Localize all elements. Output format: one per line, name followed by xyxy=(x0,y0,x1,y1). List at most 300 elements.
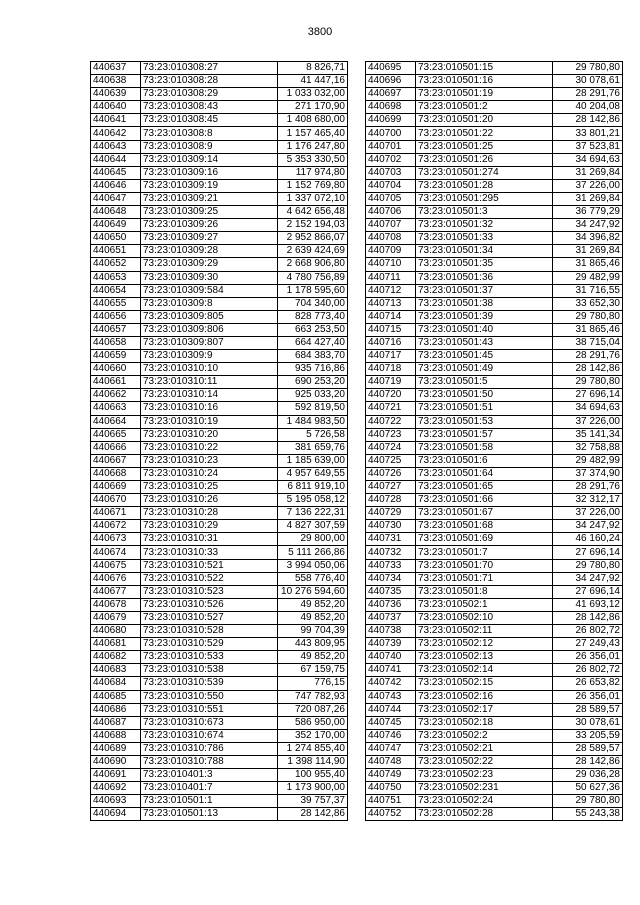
value-cell: 34 247,92 xyxy=(553,520,623,533)
table-row xyxy=(91,716,348,729)
cadastral-number-cell: 73:23:010501:274 xyxy=(416,166,553,179)
cadastral-number-cell: 73:23:010309:8 xyxy=(141,297,278,310)
value-cell: 558 776,40 xyxy=(278,572,348,585)
value-cell: 1 033 032,00 xyxy=(278,88,348,101)
cadastral-number-cell: 73:23:010310:19 xyxy=(141,415,278,428)
value-cell: 747 782,93 xyxy=(278,690,348,703)
row-number-cell: 440699 xyxy=(366,114,416,127)
row-number-cell: 440659 xyxy=(91,350,141,363)
table-row xyxy=(366,350,623,363)
row-number-cell: 440678 xyxy=(91,598,141,611)
row-number-cell: 440642 xyxy=(91,127,141,140)
cadastral-number-cell: 73:23:010310:23 xyxy=(141,454,278,467)
row-number-cell: 440712 xyxy=(366,284,416,297)
value-cell: 925 033,20 xyxy=(278,389,348,402)
row-number-cell: 440685 xyxy=(91,690,141,703)
value-cell: 443 809,95 xyxy=(278,638,348,651)
row-number-cell: 440662 xyxy=(91,389,141,402)
row-number-cell: 440688 xyxy=(91,729,141,742)
row-number-cell: 440669 xyxy=(91,481,141,494)
table-row xyxy=(91,389,348,402)
table-row xyxy=(366,336,623,349)
cadastral-number-cell: 73:23:010502:23 xyxy=(416,769,553,782)
cadastral-number-cell: 73:23:010309:807 xyxy=(141,336,278,349)
row-number-cell: 440723 xyxy=(366,428,416,441)
table-row xyxy=(366,559,623,572)
value-cell: 29 780,80 xyxy=(553,795,623,808)
cadastral-number-cell: 73:23:010309:805 xyxy=(141,310,278,323)
row-number-cell: 440682 xyxy=(91,651,141,664)
value-cell: 27 696,14 xyxy=(553,546,623,559)
cadastral-number-cell: 73:23:010501:1 xyxy=(141,795,278,808)
table-row xyxy=(366,127,623,140)
cadastral-number-cell: 73:23:010501:8 xyxy=(416,585,553,598)
table-row xyxy=(366,62,623,75)
row-number-cell: 440749 xyxy=(366,769,416,782)
cadastral-number-cell: 73:23:010501:39 xyxy=(416,310,553,323)
cadastral-number-cell: 73:23:010501:68 xyxy=(416,520,553,533)
value-cell: 5 111 266,86 xyxy=(278,546,348,559)
table-row xyxy=(91,415,348,428)
cadastral-number-cell: 73:23:010310:551 xyxy=(141,703,278,716)
cadastral-number-cell: 73:23:010501:65 xyxy=(416,481,553,494)
row-number-cell: 440652 xyxy=(91,258,141,271)
row-number-cell: 440654 xyxy=(91,284,141,297)
row-number-cell: 440705 xyxy=(366,192,416,205)
value-cell: 28 291,76 xyxy=(553,88,623,101)
value-cell: 29 780,80 xyxy=(553,310,623,323)
row-number-cell: 440728 xyxy=(366,494,416,507)
table-row xyxy=(366,219,623,232)
table-row xyxy=(366,716,623,729)
row-number-cell: 440689 xyxy=(91,742,141,755)
table-row xyxy=(366,114,623,127)
table-row xyxy=(366,664,623,677)
value-cell: 1 176 247,80 xyxy=(278,140,348,153)
cadastral-number-cell: 73:23:010501:5 xyxy=(416,376,553,389)
cadastral-number-cell: 73:23:010501:20 xyxy=(416,114,553,127)
cadastral-number-cell: 73:23:010501:45 xyxy=(416,350,553,363)
value-cell: 2 152 194,03 xyxy=(278,219,348,232)
row-number-cell: 440645 xyxy=(91,166,141,179)
value-cell: 2 668 906,80 xyxy=(278,258,348,271)
row-number-cell: 440714 xyxy=(366,310,416,323)
cadastral-number-cell: 73:23:010310:786 xyxy=(141,742,278,755)
row-number-cell: 440671 xyxy=(91,507,141,520)
table-row xyxy=(366,467,623,480)
value-cell: 32 312,17 xyxy=(553,494,623,507)
value-cell: 1 152 769,80 xyxy=(278,179,348,192)
table-row xyxy=(366,284,623,297)
cadastral-number-cell: 73:23:010501:6 xyxy=(416,454,553,467)
cadastral-number-cell: 73:23:010501:16 xyxy=(416,75,553,88)
value-cell: 35 141,34 xyxy=(553,428,623,441)
row-number-cell: 440696 xyxy=(366,75,416,88)
row-number-cell: 440703 xyxy=(366,166,416,179)
row-number-cell: 440719 xyxy=(366,376,416,389)
cadastral-number-cell: 73:23:010310:673 xyxy=(141,716,278,729)
cadastral-number-cell: 73:23:010310:25 xyxy=(141,481,278,494)
row-number-cell: 440639 xyxy=(91,88,141,101)
row-number-cell: 440643 xyxy=(91,140,141,153)
table-row xyxy=(91,533,348,546)
cadastral-number-cell: 73:23:010310:33 xyxy=(141,546,278,559)
table-row xyxy=(366,546,623,559)
cadastral-number-cell: 73:23:010502:13 xyxy=(416,651,553,664)
table-row xyxy=(91,350,348,363)
row-number-cell: 440710 xyxy=(366,258,416,271)
row-number-cell: 440707 xyxy=(366,219,416,232)
row-number-cell: 440701 xyxy=(366,140,416,153)
table-row xyxy=(366,206,623,219)
value-cell: 586 950,00 xyxy=(278,716,348,729)
row-number-cell: 440716 xyxy=(366,336,416,349)
cadastral-number-cell: 73:23:010308:28 xyxy=(141,75,278,88)
row-number-cell: 440741 xyxy=(366,664,416,677)
table-row xyxy=(91,140,348,153)
value-cell: 26 356,01 xyxy=(553,690,623,703)
row-number-cell: 440651 xyxy=(91,245,141,258)
cadastral-number-cell: 73:23:010502:1 xyxy=(416,598,553,611)
value-cell: 663 253,50 xyxy=(278,323,348,336)
value-cell: 28 142,86 xyxy=(278,808,348,821)
value-cell: 28 589,57 xyxy=(553,742,623,755)
cadastral-number-cell: 73:23:010501:13 xyxy=(141,808,278,821)
cadastral-number-cell: 73:23:010310:26 xyxy=(141,494,278,507)
row-number-cell: 440704 xyxy=(366,179,416,192)
table-row xyxy=(91,101,348,114)
cadastral-number-cell: 73:23:010501:25 xyxy=(416,140,553,153)
table-row xyxy=(366,611,623,624)
value-cell: 4 957 649,55 xyxy=(278,467,348,480)
row-number-cell: 440663 xyxy=(91,402,141,415)
value-cell: 2 952 866,07 xyxy=(278,232,348,245)
table-row xyxy=(91,323,348,336)
value-cell: 31 865,46 xyxy=(553,323,623,336)
left-table xyxy=(90,61,348,821)
value-cell: 29 780,80 xyxy=(553,376,623,389)
value-cell: 32 758,88 xyxy=(553,441,623,454)
table-row xyxy=(366,795,623,808)
cadastral-number-cell: 73:23:010310:14 xyxy=(141,389,278,402)
table-row xyxy=(91,363,348,376)
value-cell: 37 523,81 xyxy=(553,140,623,153)
cadastral-number-cell: 73:23:010310:10 xyxy=(141,363,278,376)
value-cell: 33 801,21 xyxy=(553,127,623,140)
value-cell: 49 852,20 xyxy=(278,611,348,624)
value-cell: 37 226,00 xyxy=(553,415,623,428)
table-row xyxy=(366,533,623,546)
cadastral-number-cell: 73:23:010502:14 xyxy=(416,664,553,677)
cadastral-number-cell: 73:23:010501:36 xyxy=(416,271,553,284)
table-row xyxy=(91,651,348,664)
table-row xyxy=(91,153,348,166)
cadastral-number-cell: 73:23:010401:7 xyxy=(141,782,278,795)
row-number-cell: 440715 xyxy=(366,323,416,336)
cadastral-number-cell: 73:23:010310:523 xyxy=(141,585,278,598)
cadastral-number-cell: 73:23:010501:34 xyxy=(416,245,553,258)
row-number-cell: 440739 xyxy=(366,638,416,651)
row-number-cell: 440637 xyxy=(91,62,141,75)
value-cell: 28 142,86 xyxy=(553,611,623,624)
table-row xyxy=(366,415,623,428)
value-cell: 39 757,37 xyxy=(278,795,348,808)
row-number-cell: 440657 xyxy=(91,323,141,336)
cadastral-number-cell: 73:23:010502:21 xyxy=(416,742,553,755)
table-row xyxy=(91,336,348,349)
value-cell: 29 482,99 xyxy=(553,271,623,284)
value-cell: 28 142,86 xyxy=(553,363,623,376)
row-number-cell: 440720 xyxy=(366,389,416,402)
cadastral-number-cell: 73:23:010501:50 xyxy=(416,389,553,402)
table-row xyxy=(91,520,348,533)
row-number-cell: 440691 xyxy=(91,769,141,782)
table-row xyxy=(366,363,623,376)
value-cell: 26 802,72 xyxy=(553,625,623,638)
cadastral-number-cell: 73:23:010309:806 xyxy=(141,323,278,336)
cadastral-number-cell: 73:23:010501:35 xyxy=(416,258,553,271)
row-number-cell: 440744 xyxy=(366,703,416,716)
cadastral-number-cell: 73:23:010502:17 xyxy=(416,703,553,716)
row-number-cell: 440666 xyxy=(91,441,141,454)
row-number-cell: 440743 xyxy=(366,690,416,703)
table-row xyxy=(366,441,623,454)
table-row xyxy=(91,402,348,415)
cadastral-number-cell: 73:23:010401:3 xyxy=(141,769,278,782)
table-row xyxy=(366,297,623,310)
value-cell: 37 374,90 xyxy=(553,467,623,480)
cadastral-number-cell: 73:23:010310:533 xyxy=(141,651,278,664)
table-row xyxy=(91,572,348,585)
cadastral-number-cell: 73:23:010501:28 xyxy=(416,179,553,192)
value-cell: 49 852,20 xyxy=(278,598,348,611)
cadastral-number-cell: 73:23:010501:40 xyxy=(416,323,553,336)
cadastral-number-cell: 73:23:010501:295 xyxy=(416,192,553,205)
value-cell: 381 659,76 xyxy=(278,441,348,454)
cadastral-number-cell: 73:23:010310:22 xyxy=(141,441,278,454)
value-cell: 1 274 855,40 xyxy=(278,742,348,755)
value-cell: 46 160,24 xyxy=(553,533,623,546)
cadastral-number-cell: 73:23:010502:16 xyxy=(416,690,553,703)
row-number-cell: 440725 xyxy=(366,454,416,467)
cadastral-number-cell: 73:23:010309:25 xyxy=(141,206,278,219)
cadastral-number-cell: 73:23:010310:526 xyxy=(141,598,278,611)
table-row xyxy=(91,611,348,624)
row-number-cell: 440722 xyxy=(366,415,416,428)
value-cell: 28 589,57 xyxy=(553,703,623,716)
row-number-cell: 440752 xyxy=(366,808,416,821)
cadastral-number-cell: 73:23:010501:19 xyxy=(416,88,553,101)
row-number-cell: 440702 xyxy=(366,153,416,166)
row-number-cell: 440700 xyxy=(366,127,416,140)
table-row xyxy=(91,75,348,88)
value-cell: 26 802,72 xyxy=(553,664,623,677)
cadastral-number-cell: 73:23:010502:11 xyxy=(416,625,553,638)
row-number-cell: 440656 xyxy=(91,310,141,323)
table-row xyxy=(91,284,348,297)
row-number-cell: 440706 xyxy=(366,206,416,219)
table-row xyxy=(366,323,623,336)
table-row xyxy=(91,638,348,651)
value-cell: 4 642 656,48 xyxy=(278,206,348,219)
cadastral-number-cell: 73:23:010308:29 xyxy=(141,88,278,101)
table-row xyxy=(366,742,623,755)
cadastral-number-cell: 73:23:010310:29 xyxy=(141,520,278,533)
cadastral-number-cell: 73:23:010501:37 xyxy=(416,284,553,297)
row-number-cell: 440687 xyxy=(91,716,141,729)
value-cell: 1 484 983,50 xyxy=(278,415,348,428)
table-row xyxy=(366,402,623,415)
value-cell: 30 078,61 xyxy=(553,75,623,88)
table-row xyxy=(91,192,348,205)
cadastral-number-cell: 73:23:010501:33 xyxy=(416,232,553,245)
cadastral-number-cell: 73:23:010502:10 xyxy=(416,611,553,624)
cadastral-number-cell: 73:23:010309:19 xyxy=(141,179,278,192)
table-row xyxy=(91,677,348,690)
table-row xyxy=(91,742,348,755)
table-row xyxy=(366,755,623,768)
row-number-cell: 440672 xyxy=(91,520,141,533)
cadastral-number-cell: 73:23:010501:66 xyxy=(416,494,553,507)
row-number-cell: 440745 xyxy=(366,716,416,729)
value-cell: 4 827 307,59 xyxy=(278,520,348,533)
table-row xyxy=(366,376,623,389)
value-cell: 1 185 639,00 xyxy=(278,454,348,467)
row-number-cell: 440693 xyxy=(91,795,141,808)
table-row xyxy=(91,507,348,520)
value-cell: 828 773,40 xyxy=(278,310,348,323)
row-number-cell: 440751 xyxy=(366,795,416,808)
value-cell: 29 036,28 xyxy=(553,769,623,782)
value-cell: 34 694,63 xyxy=(553,402,623,415)
cadastral-number-cell: 73:23:010501:53 xyxy=(416,415,553,428)
table-row xyxy=(366,520,623,533)
cadastral-number-cell: 73:23:010310:539 xyxy=(141,677,278,690)
cadastral-number-cell: 73:23:010310:11 xyxy=(141,376,278,389)
table-row xyxy=(91,127,348,140)
cadastral-number-cell: 73:23:010308:9 xyxy=(141,140,278,153)
table-row xyxy=(366,494,623,507)
table-row xyxy=(366,481,623,494)
row-number-cell: 440664 xyxy=(91,415,141,428)
row-number-cell: 440747 xyxy=(366,742,416,755)
value-cell: 684 383,70 xyxy=(278,350,348,363)
table-row xyxy=(91,376,348,389)
table-row xyxy=(91,585,348,598)
row-number-cell: 440717 xyxy=(366,350,416,363)
cadastral-number-cell: 73:23:010501:49 xyxy=(416,363,553,376)
value-cell: 28 291,76 xyxy=(553,481,623,494)
value-cell: 28 142,86 xyxy=(553,755,623,768)
row-number-cell: 440726 xyxy=(366,467,416,480)
row-number-cell: 440736 xyxy=(366,598,416,611)
value-cell: 100 955,40 xyxy=(278,769,348,782)
table-row xyxy=(366,729,623,742)
row-number-cell: 440650 xyxy=(91,232,141,245)
table-row xyxy=(366,782,623,795)
table-row xyxy=(91,271,348,284)
row-number-cell: 440680 xyxy=(91,625,141,638)
value-cell: 55 243,38 xyxy=(553,808,623,821)
cadastral-number-cell: 73:23:010310:521 xyxy=(141,559,278,572)
table-row xyxy=(366,690,623,703)
value-cell: 27 249,43 xyxy=(553,638,623,651)
value-cell: 28 142,86 xyxy=(553,114,623,127)
table-row xyxy=(366,88,623,101)
value-cell: 664 427,40 xyxy=(278,336,348,349)
table-row xyxy=(91,454,348,467)
table-row xyxy=(91,808,348,821)
row-number-cell: 440724 xyxy=(366,441,416,454)
row-number-cell: 440718 xyxy=(366,363,416,376)
cadastral-number-cell: 73:23:010501:26 xyxy=(416,153,553,166)
cadastral-number-cell: 73:23:010310:674 xyxy=(141,729,278,742)
row-number-cell: 440644 xyxy=(91,153,141,166)
row-number-cell: 440638 xyxy=(91,75,141,88)
value-cell: 29 482,99 xyxy=(553,454,623,467)
value-cell: 1 408 680,00 xyxy=(278,114,348,127)
row-number-cell: 440738 xyxy=(366,625,416,638)
table-row xyxy=(91,625,348,638)
cadastral-number-cell: 73:23:010501:38 xyxy=(416,297,553,310)
cadastral-number-cell: 73:23:010310:20 xyxy=(141,428,278,441)
value-cell: 720 087,26 xyxy=(278,703,348,716)
cadastral-number-cell: 73:23:010309:29 xyxy=(141,258,278,271)
value-cell: 271 170,90 xyxy=(278,101,348,114)
value-cell: 67 159,75 xyxy=(278,664,348,677)
cadastral-number-cell: 73:23:010501:43 xyxy=(416,336,553,349)
cadastral-number-cell: 73:23:010501:69 xyxy=(416,533,553,546)
table-row xyxy=(91,494,348,507)
table-row xyxy=(366,585,623,598)
table-row xyxy=(91,219,348,232)
table-row xyxy=(91,703,348,716)
value-cell: 4 780 756,89 xyxy=(278,271,348,284)
table-row xyxy=(366,140,623,153)
value-cell: 117 974,80 xyxy=(278,166,348,179)
table-row xyxy=(366,258,623,271)
table-row xyxy=(366,808,623,821)
table-row xyxy=(366,75,623,88)
value-cell: 34 396,82 xyxy=(553,232,623,245)
row-number-cell: 440640 xyxy=(91,101,141,114)
row-number-cell: 440649 xyxy=(91,219,141,232)
value-cell: 10 276 594,60 xyxy=(278,585,348,598)
cadastral-number-cell: 73:23:010310:16 xyxy=(141,402,278,415)
table-row xyxy=(366,192,623,205)
row-number-cell: 440660 xyxy=(91,363,141,376)
cadastral-number-cell: 73:23:010501:67 xyxy=(416,507,553,520)
row-number-cell: 440674 xyxy=(91,546,141,559)
cadastral-number-cell: 73:23:010501:22 xyxy=(416,127,553,140)
value-cell: 2 639 424,69 xyxy=(278,245,348,258)
row-number-cell: 440658 xyxy=(91,336,141,349)
row-number-cell: 440690 xyxy=(91,755,141,768)
cadastral-number-cell: 73:23:010501:2 xyxy=(416,101,553,114)
table-row xyxy=(366,101,623,114)
cadastral-number-cell: 73:23:010309:14 xyxy=(141,153,278,166)
table-row xyxy=(91,245,348,258)
row-number-cell: 440692 xyxy=(91,782,141,795)
row-number-cell: 440735 xyxy=(366,585,416,598)
value-cell: 7 136 222,31 xyxy=(278,507,348,520)
value-cell: 8 826,71 xyxy=(278,62,348,75)
row-number-cell: 440748 xyxy=(366,755,416,768)
row-number-cell: 440676 xyxy=(91,572,141,585)
right-table xyxy=(365,61,623,821)
value-cell: 776,15 xyxy=(278,677,348,690)
value-cell: 50 627,36 xyxy=(553,782,623,795)
